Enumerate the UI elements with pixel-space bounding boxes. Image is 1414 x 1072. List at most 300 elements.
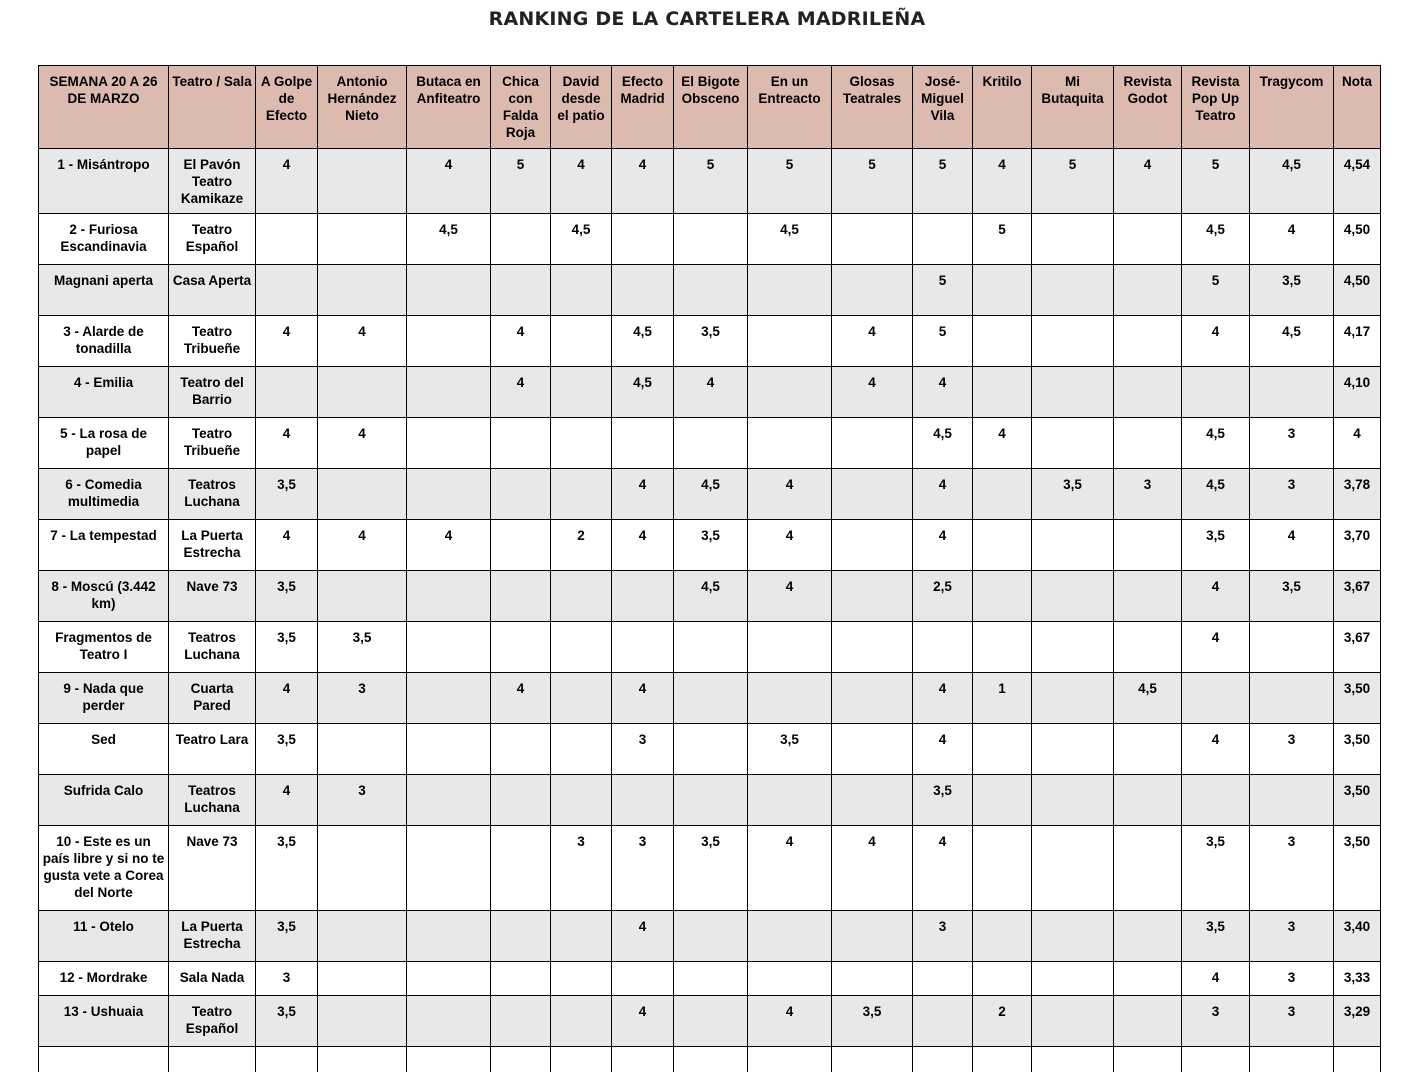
score-cell: 4: [832, 367, 913, 418]
table-row: [39, 520, 1381, 571]
score-cell: 4: [491, 673, 551, 724]
score-cell: 3,5: [674, 316, 748, 367]
score-cell: [407, 962, 491, 996]
empty-cell: [913, 1047, 973, 1072]
score-cell: [1114, 775, 1182, 826]
show-title-cell: 3 - Alarde de tonadilla: [39, 316, 169, 367]
column-header: Antonio Hernández Nieto: [318, 66, 407, 149]
show-title-cell: 8 - Moscú (3.442 km): [39, 571, 169, 622]
score-cell: 3,5: [256, 826, 318, 911]
score-cell: 5: [491, 149, 551, 214]
score-cell: [318, 962, 407, 996]
score-cell: 4: [612, 469, 674, 520]
score-cell: [256, 214, 318, 265]
score-cell: 3,5: [913, 775, 973, 826]
venue-cell: Cuarta Pared: [169, 673, 256, 724]
score-cell: [973, 962, 1032, 996]
score-cell: 4: [1114, 149, 1182, 214]
score-cell: [491, 469, 551, 520]
score-cell: [407, 673, 491, 724]
score-cell: [407, 622, 491, 673]
score-cell: 3: [612, 826, 674, 911]
score-cell: 4: [748, 571, 832, 622]
score-cell: [832, 418, 913, 469]
score-cell: 5: [1032, 149, 1114, 214]
score-cell: 4,5: [407, 214, 491, 265]
score-cell: 4,5: [674, 469, 748, 520]
table-row: [39, 316, 1381, 367]
score-cell: 4: [491, 367, 551, 418]
score-cell: [1114, 571, 1182, 622]
score-cell: [318, 149, 407, 214]
show-title-cell: 1 - Misántropo: [39, 149, 169, 214]
score-cell: [913, 996, 973, 1047]
score-cell: 3: [1250, 911, 1334, 962]
score-cell: [1114, 911, 1182, 962]
score-cell: [1032, 520, 1114, 571]
table-row: [39, 571, 1381, 622]
score-cell: [318, 469, 407, 520]
score-cell: [256, 367, 318, 418]
score-cell: 4: [612, 911, 674, 962]
column-header: Kritilo: [973, 66, 1032, 149]
column-header: Chica con Falda Roja: [491, 66, 551, 149]
score-cell: [973, 622, 1032, 673]
score-cell: [1032, 962, 1114, 996]
score-cell: [407, 996, 491, 1047]
score-cell: [1114, 996, 1182, 1047]
score-cell: 4: [674, 367, 748, 418]
score-cell: [491, 826, 551, 911]
score-cell: [1032, 996, 1114, 1047]
score-cell: 5: [913, 149, 973, 214]
score-cell: [551, 418, 612, 469]
score-cell: [551, 316, 612, 367]
score-cell: [832, 214, 913, 265]
empty-cell: [674, 1047, 748, 1072]
score-cell: [832, 673, 913, 724]
score-cell: [491, 265, 551, 316]
empty-cell: [318, 1047, 407, 1072]
score-cell: [1114, 724, 1182, 775]
venue-cell: Nave 73: [169, 571, 256, 622]
score-cell: [913, 622, 973, 673]
venue-cell: Teatro Español: [169, 214, 256, 265]
show-title-cell: 11 - Otelo: [39, 911, 169, 962]
score-cell: [407, 265, 491, 316]
score-cell: [551, 724, 612, 775]
score-cell: [1032, 265, 1114, 316]
show-title-cell: 13 - Ushuaia: [39, 996, 169, 1047]
table-row: [39, 622, 1381, 673]
score-cell: 4: [407, 149, 491, 214]
table-row: [39, 775, 1381, 826]
score-cell: [318, 265, 407, 316]
score-cell: [1032, 367, 1114, 418]
score-cell: 4: [1182, 962, 1250, 996]
score-cell: [1182, 673, 1250, 724]
score-cell: [832, 265, 913, 316]
score-cell: [748, 775, 832, 826]
final-score-cell: 4,50: [1334, 214, 1381, 265]
score-cell: 4: [318, 316, 407, 367]
score-cell: 3: [1250, 996, 1334, 1047]
score-cell: [1032, 622, 1114, 673]
score-cell: [832, 962, 913, 996]
score-cell: [973, 520, 1032, 571]
score-cell: [551, 911, 612, 962]
score-cell: 4: [1182, 316, 1250, 367]
show-title-cell: 5 - La rosa de papel: [39, 418, 169, 469]
show-title-cell: 9 - Nada que perder: [39, 673, 169, 724]
score-cell: [1032, 673, 1114, 724]
score-cell: [318, 826, 407, 911]
score-cell: [318, 214, 407, 265]
score-cell: 4: [973, 149, 1032, 214]
score-cell: [407, 316, 491, 367]
venue-cell: Sala Nada: [169, 962, 256, 996]
score-cell: 4: [1182, 622, 1250, 673]
score-cell: [551, 622, 612, 673]
final-score-cell: 3,50: [1334, 775, 1381, 826]
score-cell: 4: [551, 149, 612, 214]
score-cell: [973, 911, 1032, 962]
column-header: El Bigote Obsceno: [674, 66, 748, 149]
score-cell: [612, 775, 674, 826]
column-header: SEMANA 20 A 26 DE MARZO: [39, 66, 169, 149]
header-row: [39, 66, 1381, 149]
score-cell: [491, 418, 551, 469]
score-cell: 3,5: [1032, 469, 1114, 520]
score-cell: [973, 571, 1032, 622]
score-cell: [407, 367, 491, 418]
score-cell: [748, 265, 832, 316]
score-cell: 5: [832, 149, 913, 214]
final-score-cell: 3,78: [1334, 469, 1381, 520]
score-cell: [674, 418, 748, 469]
score-cell: [551, 962, 612, 996]
score-cell: 3,5: [256, 911, 318, 962]
score-cell: [748, 316, 832, 367]
score-cell: 4: [318, 418, 407, 469]
score-cell: 4: [256, 673, 318, 724]
venue-cell: Nave 73: [169, 826, 256, 911]
venue-cell: El Pavón Teatro Kamikaze: [169, 149, 256, 214]
score-cell: [318, 367, 407, 418]
score-cell: [551, 571, 612, 622]
score-cell: 3: [1250, 724, 1334, 775]
score-cell: [973, 724, 1032, 775]
score-cell: [1114, 962, 1182, 996]
score-cell: [491, 520, 551, 571]
score-cell: 4: [748, 520, 832, 571]
score-cell: 4,5: [1250, 149, 1334, 214]
empty-cell: [1182, 1047, 1250, 1072]
score-cell: 3,5: [1250, 571, 1334, 622]
final-score-cell: 3,67: [1334, 622, 1381, 673]
score-cell: [973, 826, 1032, 911]
empty-cell: [551, 1047, 612, 1072]
score-cell: [491, 775, 551, 826]
score-cell: [612, 265, 674, 316]
table-row: [39, 418, 1381, 469]
score-cell: 3,5: [674, 826, 748, 911]
score-cell: [407, 826, 491, 911]
empty-cell: [407, 1047, 491, 1072]
score-cell: [674, 911, 748, 962]
score-cell: 3,5: [256, 571, 318, 622]
score-cell: 3: [1182, 996, 1250, 1047]
score-cell: 4: [748, 469, 832, 520]
column-header: Revista Pop Up Teatro: [1182, 66, 1250, 149]
score-cell: [674, 996, 748, 1047]
score-cell: [612, 962, 674, 996]
score-cell: 2: [973, 996, 1032, 1047]
score-cell: 5: [748, 149, 832, 214]
score-cell: 4: [832, 826, 913, 911]
score-cell: [973, 316, 1032, 367]
table-row: [39, 724, 1381, 775]
final-score-cell: 3,40: [1334, 911, 1381, 962]
final-score-cell: 4,10: [1334, 367, 1381, 418]
score-cell: [973, 469, 1032, 520]
score-cell: [318, 996, 407, 1047]
final-score-cell: 3,50: [1334, 724, 1381, 775]
score-cell: 3,5: [1182, 826, 1250, 911]
column-header: A Golpe de Efecto: [256, 66, 318, 149]
column-header: Efecto Madrid: [612, 66, 674, 149]
score-cell: 4: [973, 418, 1032, 469]
score-cell: [748, 673, 832, 724]
score-cell: [407, 571, 491, 622]
score-cell: [551, 673, 612, 724]
empty-cell: [1250, 1047, 1334, 1072]
score-cell: 3,5: [256, 622, 318, 673]
score-cell: [748, 911, 832, 962]
score-cell: [674, 673, 748, 724]
score-cell: 3,5: [318, 622, 407, 673]
score-cell: 3,5: [1182, 520, 1250, 571]
score-cell: 3: [551, 826, 612, 911]
score-cell: [1250, 673, 1334, 724]
table-row: [39, 214, 1381, 265]
score-cell: 5: [913, 316, 973, 367]
score-cell: [674, 214, 748, 265]
score-cell: 3: [612, 724, 674, 775]
score-cell: [612, 571, 674, 622]
score-cell: [407, 418, 491, 469]
show-title-cell: 12 - Mordrake: [39, 962, 169, 996]
score-cell: 5: [913, 265, 973, 316]
score-cell: [551, 265, 612, 316]
score-cell: [1032, 418, 1114, 469]
score-cell: 3,5: [832, 996, 913, 1047]
score-cell: [1032, 724, 1114, 775]
show-title-cell: Fragmentos de Teatro I: [39, 622, 169, 673]
venue-cell: Teatro Español: [169, 996, 256, 1047]
score-cell: [407, 911, 491, 962]
score-cell: [674, 962, 748, 996]
score-cell: [551, 996, 612, 1047]
score-cell: [1250, 367, 1334, 418]
score-cell: 1: [973, 673, 1032, 724]
empty-cell: [169, 1047, 256, 1072]
score-cell: [748, 418, 832, 469]
score-cell: 4,5: [612, 367, 674, 418]
table-row: [39, 996, 1381, 1047]
table-row: [39, 367, 1381, 418]
score-cell: 3,5: [674, 520, 748, 571]
table-row: [39, 911, 1381, 962]
table-row: [39, 826, 1381, 911]
venue-cell: Casa Aperta: [169, 265, 256, 316]
show-title-cell: 2 - Furiosa Escandinavia: [39, 214, 169, 265]
table-row: [39, 962, 1381, 996]
ranking-table: [38, 65, 1381, 1072]
venue-cell: Teatro Tribueñe: [169, 316, 256, 367]
score-cell: [1250, 622, 1334, 673]
score-cell: [551, 367, 612, 418]
final-score-cell: 4,17: [1334, 316, 1381, 367]
show-title-cell: 4 - Emilia: [39, 367, 169, 418]
score-cell: [551, 469, 612, 520]
score-cell: 4: [612, 996, 674, 1047]
score-cell: [832, 724, 913, 775]
column-header: Butaca en Anfiteatro: [407, 66, 491, 149]
score-cell: [1114, 622, 1182, 673]
score-cell: [256, 265, 318, 316]
score-cell: [491, 724, 551, 775]
score-cell: 4: [256, 775, 318, 826]
score-cell: [1114, 265, 1182, 316]
score-cell: [318, 724, 407, 775]
score-cell: [832, 520, 913, 571]
score-cell: [1032, 911, 1114, 962]
show-title-cell: 10 - Este es un país libre y si no te gusta vete a Corea del Norte: [39, 826, 169, 911]
column-header: David desde el patio: [551, 66, 612, 149]
score-cell: [491, 962, 551, 996]
score-cell: [748, 367, 832, 418]
score-cell: 3: [913, 911, 973, 962]
table-row: [39, 149, 1381, 214]
score-cell: 4: [748, 996, 832, 1047]
show-title-cell: Magnani aperta: [39, 265, 169, 316]
table-row: [39, 1047, 1381, 1072]
score-cell: 4: [913, 826, 973, 911]
empty-cell: [39, 1047, 169, 1072]
score-cell: 3,5: [256, 469, 318, 520]
empty-cell: [1032, 1047, 1114, 1072]
column-header: Tragycom: [1250, 66, 1334, 149]
table-row: [39, 469, 1381, 520]
final-score-cell: 4,50: [1334, 265, 1381, 316]
show-title-cell: Sufrida Calo: [39, 775, 169, 826]
score-cell: 3: [1250, 826, 1334, 911]
score-cell: [551, 775, 612, 826]
empty-cell: [612, 1047, 674, 1072]
score-cell: [832, 775, 913, 826]
score-cell: 3,5: [1182, 911, 1250, 962]
score-cell: 3,5: [256, 996, 318, 1047]
score-cell: 4: [1182, 724, 1250, 775]
empty-cell: [256, 1047, 318, 1072]
score-cell: [1114, 367, 1182, 418]
venue-cell: Teatro Lara: [169, 724, 256, 775]
final-score-cell: 4: [1334, 418, 1381, 469]
score-cell: [1114, 826, 1182, 911]
score-cell: 3: [256, 962, 318, 996]
final-score-cell: 3,67: [1334, 571, 1381, 622]
score-cell: 4,5: [1182, 469, 1250, 520]
score-cell: [832, 622, 913, 673]
score-cell: [674, 724, 748, 775]
score-cell: 4,5: [1182, 214, 1250, 265]
final-score-cell: 3,33: [1334, 962, 1381, 996]
score-cell: [973, 265, 1032, 316]
score-cell: [1182, 367, 1250, 418]
score-cell: [1032, 214, 1114, 265]
score-cell: [832, 469, 913, 520]
score-cell: [748, 962, 832, 996]
score-cell: [832, 571, 913, 622]
score-cell: [318, 571, 407, 622]
score-cell: 4: [1182, 571, 1250, 622]
score-cell: [832, 911, 913, 962]
score-cell: 4: [913, 367, 973, 418]
score-cell: 4: [913, 469, 973, 520]
empty-cell: [1334, 1047, 1381, 1072]
page-title: RANKING DE LA CARTELERA MADRILEÑA: [0, 8, 1414, 30]
score-cell: [491, 571, 551, 622]
score-cell: [748, 622, 832, 673]
score-cell: 3: [1250, 469, 1334, 520]
show-title-cell: Sed: [39, 724, 169, 775]
venue-cell: Teatros Luchana: [169, 469, 256, 520]
score-cell: [674, 622, 748, 673]
table-body: [39, 149, 1381, 1072]
score-cell: 4: [491, 316, 551, 367]
score-cell: 4: [748, 826, 832, 911]
show-title-cell: 7 - La tempestad: [39, 520, 169, 571]
final-score-cell: 4,54: [1334, 149, 1381, 214]
score-cell: 4: [318, 520, 407, 571]
score-cell: 5: [1182, 265, 1250, 316]
score-cell: 3: [1114, 469, 1182, 520]
final-score-cell: 3,70: [1334, 520, 1381, 571]
score-cell: 4,5: [612, 316, 674, 367]
score-cell: [913, 214, 973, 265]
score-cell: [612, 418, 674, 469]
empty-cell: [832, 1047, 913, 1072]
score-cell: 3,5: [1250, 265, 1334, 316]
final-score-cell: 3,50: [1334, 826, 1381, 911]
score-cell: 3: [1250, 418, 1334, 469]
column-header: Mi Butaquita: [1032, 66, 1114, 149]
score-cell: 5: [1182, 149, 1250, 214]
score-cell: 4,5: [913, 418, 973, 469]
score-cell: 4: [612, 149, 674, 214]
score-cell: [612, 214, 674, 265]
score-cell: 4,5: [1114, 673, 1182, 724]
final-score-cell: 3,29: [1334, 996, 1381, 1047]
score-cell: 4: [612, 673, 674, 724]
venue-cell: Teatro Tribueñe: [169, 418, 256, 469]
score-cell: [1114, 520, 1182, 571]
score-cell: [913, 962, 973, 996]
score-cell: 3,5: [256, 724, 318, 775]
table-row: [39, 265, 1381, 316]
score-cell: 4,5: [1250, 316, 1334, 367]
